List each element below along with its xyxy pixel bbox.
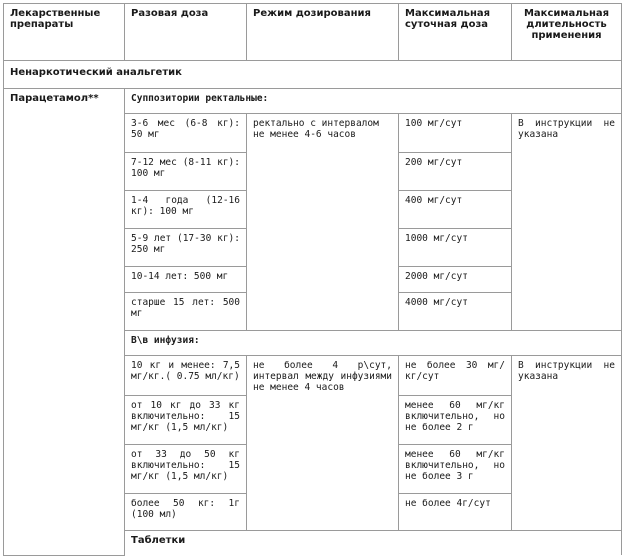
supp-max-1: 100 мг/сут bbox=[399, 114, 512, 153]
iv-max-3: менее 60 мг/кг включительно, но не более 3 г bbox=[399, 445, 512, 494]
iv-max-2: менее 60 мг/кг включительно, но не более 2 г bbox=[399, 396, 512, 445]
iv-max-1: не более 30 мг/кг/сут bbox=[399, 356, 512, 396]
supp-regimen: ректально с интервалом не менее 4-6 часов bbox=[247, 114, 399, 331]
tablets-title: Таблетки bbox=[125, 531, 622, 556]
suppositories-title: Суппозитории ректальные: bbox=[125, 89, 622, 114]
dosage-table bbox=[3, 3, 622, 556]
iv-dose-1: 10 кг и менее: 7,5 мг/кг.( 0.75 мл/кг) bbox=[125, 356, 247, 396]
supp-dose-3: 1-4 года (12-16 кг): 100 мг bbox=[125, 191, 247, 229]
iv-regimen: не более 4 р\сут, интервал между инфузиями не менее 4 часов bbox=[247, 356, 399, 531]
header-drug: Лекарственные препараты bbox=[4, 4, 125, 61]
header-single-dose: Разовая доза bbox=[125, 4, 247, 61]
supp-dose-4: 5-9 лет (17-30 кг): 250 мг bbox=[125, 229, 247, 267]
supp-dose-6: старше 15 лет: 500 мг bbox=[125, 293, 247, 331]
header-max-daily: Максимальная суточная доза bbox=[399, 4, 512, 61]
iv-dose-2: от 10 кг до 33 кг включительно: 15 мг/кг (1,5 мл/кг) bbox=[125, 396, 247, 445]
drug-name: Парацетамол** bbox=[4, 89, 125, 556]
iv-max-4: не более 4г/сут bbox=[399, 494, 512, 531]
supp-max-5: 2000 мг/сут bbox=[399, 267, 512, 293]
category-row bbox=[4, 61, 622, 89]
iv-dose-3: от 33 до 50 кг включительно: 15 мг/кг (1,5 мл/кг) bbox=[125, 445, 247, 494]
supp-dose-1: 3-6 мес (6-8 кг): 50 мг bbox=[125, 114, 247, 153]
supp-max-3: 400 мг/сут bbox=[399, 191, 512, 229]
header-max-duration: Максимальная длительность применения bbox=[512, 4, 622, 61]
supp-max-2: 200 мг/сут bbox=[399, 153, 512, 191]
infusion-title: В\в инфузия: bbox=[125, 331, 622, 356]
supp-duration: В инструкции не указана bbox=[512, 114, 622, 331]
header-regimen: Режим дозирования bbox=[247, 4, 399, 61]
drug-row bbox=[4, 89, 622, 114]
supp-max-6: 4000 мг/сут bbox=[399, 293, 512, 331]
supp-dose-5: 10-14 лет: 500 мг bbox=[125, 267, 247, 293]
header-row bbox=[4, 4, 622, 61]
iv-dose-4: более 50 кг: 1г (100 мл) bbox=[125, 494, 247, 531]
category-label: Ненаркотический анальгетик bbox=[4, 61, 622, 89]
iv-duration: В инструкции не указана bbox=[512, 356, 622, 531]
supp-max-4: 1000 мг/сут bbox=[399, 229, 512, 267]
supp-dose-2: 7-12 мес (8-11 кг): 100 мг bbox=[125, 153, 247, 191]
